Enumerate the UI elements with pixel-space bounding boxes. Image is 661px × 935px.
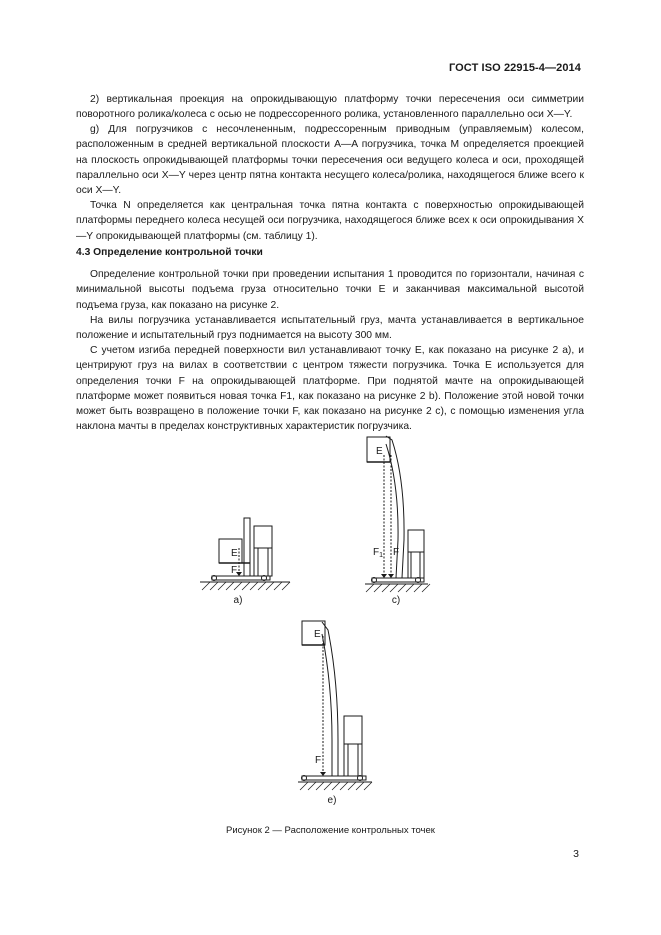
caption-a: a)	[233, 595, 243, 606]
label-F1	[373, 547, 383, 559]
paragraph-2-text: g) Для погрузчиков с несочлененным, подрессоренным приводным (управляемым) колесом, расположенным в средней вертикальной плоскости A—A погрузчика, точка M определяется проекцией на плоскость опрокидывающей платформы точки пересечения оси ведущего колеса и оси, проходящей параллельно оси X—Y через центр пятна контакта несущего колеса/ролика, находящегося ближе всего к оси X—Y.	[76, 124, 584, 197]
label-F1-base: F	[373, 547, 380, 558]
paragraph-6-text: С учетом изгиба передней поверхности вил устанавливают точку E, как показано на рисунке 2 a), и центрируют груз на вилах в соответствии с центром тяжести погрузчика. Точка E используется для определения точки F на опрокидывающей платформе. При поднятой мачте на опрокидывающей платформе может появиться новая точка F1, как показано на рисунке 2 b). Положение этой новой точки может быть возвращено в положение точки F, как показано на рисунке 2 c), с помощью изменения угла наклона мачты в пределах конструктивных характеристик погрузчика.	[76, 345, 584, 433]
label-E: E	[314, 629, 321, 640]
section-title: 4.3 Определение контрольной точки	[76, 247, 263, 258]
point-marker	[320, 772, 326, 776]
label-F: F	[231, 565, 238, 576]
tilt-platform	[302, 776, 366, 780]
label-F1-subscript: 1	[379, 552, 384, 559]
subfigure-a	[200, 518, 290, 606]
label-E: E	[376, 446, 383, 457]
truck-body	[408, 530, 424, 578]
label-F: F	[315, 755, 322, 766]
truck-body	[344, 716, 362, 776]
caption-e: e)	[327, 795, 337, 806]
figure-caption: Рисунок 2 — Расположение контрольных точек	[226, 825, 435, 836]
point-marker-F1	[381, 574, 387, 578]
page-number: 3	[573, 848, 579, 860]
truck-body	[254, 526, 272, 576]
ground-hatching	[300, 782, 372, 790]
caption-c: c)	[391, 595, 401, 606]
label-E: E	[231, 548, 238, 559]
subfigure-c	[365, 436, 430, 606]
paragraph-5-text: На вилы погрузчика устанавливается испытательный груз, мачта устанавливается в вертикальное положение и испытательный груз поднимается на высоту 300 мм.	[76, 315, 584, 342]
document-header: ГОСТ ISO 22915-4—2014	[448, 62, 581, 74]
point-marker-F	[388, 574, 394, 578]
label-F: F	[393, 547, 400, 558]
paragraph-1-text: 2) вертикальная проекция на опрокидывающую платформу точки пересечения оси симметрии поворотного ролика/колеса с осью не подрессоренного ролика, установленного параллельно оси X—Y.	[76, 94, 584, 121]
paragraph-3-text: Точка N определяется как центральная точка пятна контакта с поверхностью опрокидывающей платформы переднего колеса несущей оси погрузчика, находящегося ближе всех к оси опрокидывания X—Y опрокидывающей платформы (см. таблицу 1).	[76, 200, 584, 242]
paragraph-4-text: Определение контрольной точки при проведении испытания 1 проводится по горизонтали, начиная с минимальной высоты подъема груза относительно точки E и заканчивая максимальной высотой подъема груза, как показано на рисунке 2.	[76, 269, 584, 311]
mast	[244, 518, 250, 576]
ground-hatching	[202, 582, 290, 590]
subfigure-e	[298, 621, 372, 806]
ground-hatching	[366, 584, 430, 592]
